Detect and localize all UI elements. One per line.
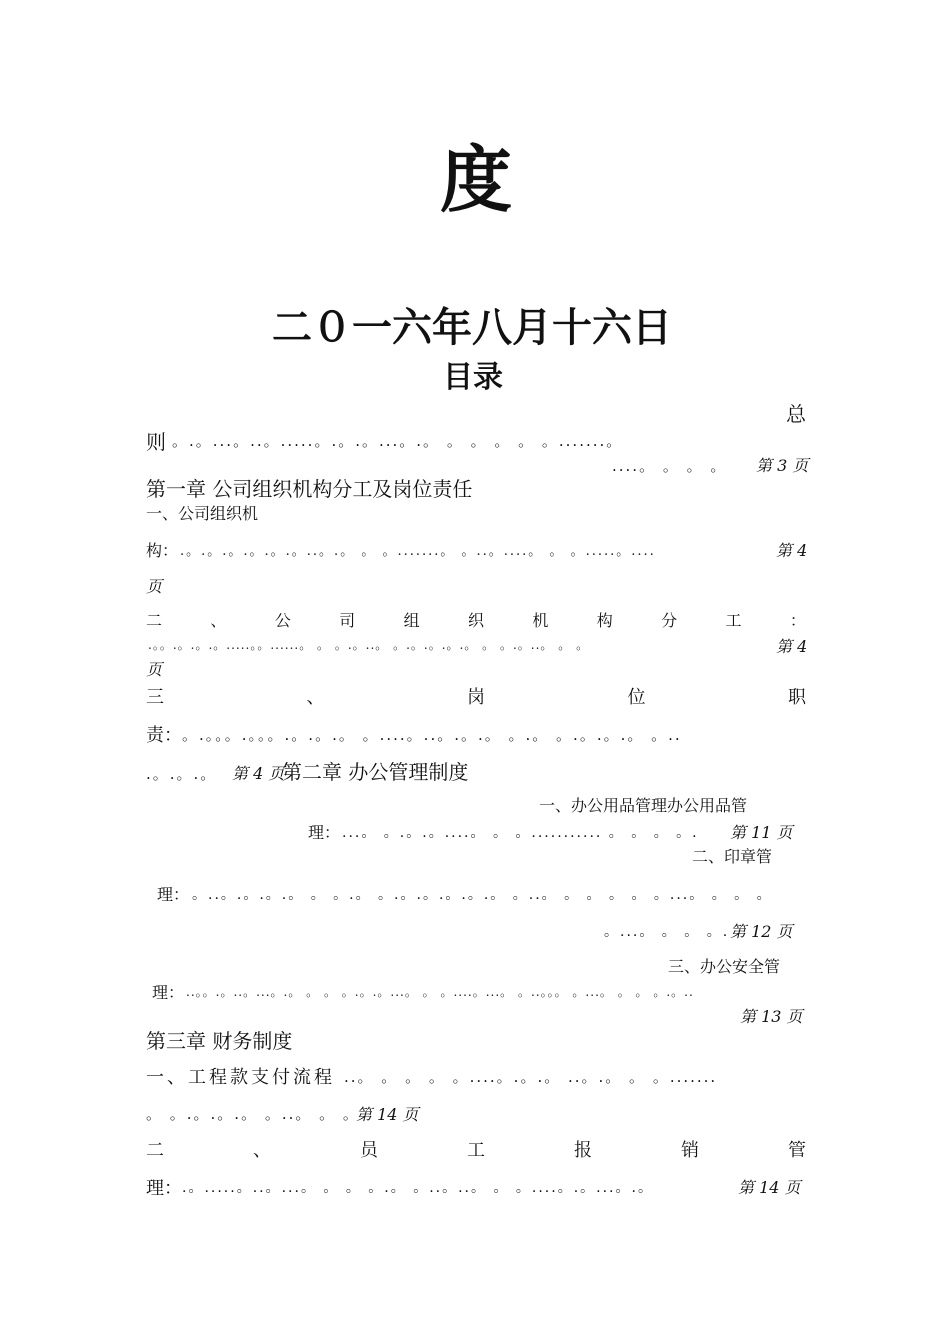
toc-ch1-s2-char: ： (789, 611, 806, 630)
toc-ch1-s3-leader: 。.。。。.。。。.。.。.。 。....。..。.。.。 。.。 。.。.。.。 。.. (182, 726, 682, 744)
toc-ch1-s2-char: 构 (596, 611, 613, 630)
toc-ch2-s2-label: 二、印章管 (692, 847, 773, 866)
toc-ch1-s2-page-tail: 页 (146, 660, 163, 679)
toc-ch2-s2-leader: 。..。.。.。.。 。 。.。 。.。.。.。.。.。 。..。 。 。 。 。 。...。 。 。 。 (192, 887, 773, 903)
toc-ch1-s3-leader-2: .。.。.。 (146, 765, 218, 783)
toc-ch3-s1-leader: ..。 。 。 。 。....。.。.。 ..。.。 。 。....... (344, 1068, 718, 1086)
toc-ch3-s1-page: 第 14 页 (356, 1105, 419, 1124)
toc-ch1-s2-char: 分 (661, 611, 678, 630)
toc-ch1-s3-char: 、 (306, 687, 325, 708)
toc-ch2-s1-label: 一、办公用品管理办公用品管 (539, 796, 748, 815)
toc-ch3-s2-char: 报 (574, 1140, 592, 1161)
toc-ch3-s2-char: 二 (146, 1140, 164, 1161)
toc-ch2-s2-leader-2: 。...。 。 。 。. (604, 924, 730, 940)
toc-ch1-s1-page-tail: 页 (146, 577, 163, 596)
toc-ch1-s2-char: 、 (210, 611, 227, 630)
toc-ch1-s2-char: 机 (532, 611, 549, 630)
toc-ch1-s2-char: 组 (403, 611, 420, 630)
toc-ch1-s3-char: 岗 (467, 687, 485, 708)
toc-general-leader-2: ....。 。 。 。 (612, 457, 728, 475)
toc-ch1-s1-label-tail: 构： (146, 541, 179, 560)
toc-general-label-part1: 总 (786, 402, 806, 426)
toc-ch1-s2-char: 工 (725, 611, 742, 630)
toc-ch3-s1-label: 一、工程款支付流程 (146, 1067, 335, 1088)
toc-ch2-s3-page: 第 13 页 (740, 1007, 803, 1026)
toc-heading: 目录 (443, 360, 503, 395)
toc-ch1-s2-leader: .。。.。.。.。.....。。......。 。 。.。..。 。.。.。.。.。 。 。.。..。 。 。 (148, 638, 590, 652)
toc-general-label-part2: 则 (146, 430, 166, 454)
toc-ch1-s2-label (146, 608, 806, 631)
toc-ch2-s3-label: 三、办公安全管 (668, 957, 781, 976)
toc-ch1-s2-page: 第 4 (776, 637, 808, 656)
toc-ch3-s2-char: 销 (681, 1140, 699, 1161)
toc-ch2-s1-page: 第 11 页 (730, 823, 793, 842)
toc-ch1-s3-page: 第 4 页 (232, 764, 285, 783)
toc-ch3-s2-leader: .。.....。..。...。 。 。 。.。 。..。..。 。 。....。.。...。.。 (182, 1180, 654, 1196)
toc-ch1-s2-char: 织 (467, 611, 484, 630)
toc-ch2-s3-leader: ..。。.。..。...。.。 。 。 。.。.。...。 。 。....。...。 。..。。。 。...。 。 。 。.。.. (186, 985, 694, 999)
toc-ch3-s1-leader-2: 。 。.。.。.。 。..。 。 。 (146, 1105, 360, 1123)
toc-ch2-s2-page: 第 12 页 (730, 922, 793, 941)
toc-ch1-title: 第一章 公司组织机构分工及岗位责任 (146, 477, 473, 501)
toc-ch1-s3-char: 位 (627, 687, 646, 708)
toc-general-leader: 。.。...。..。.....。.。.。...。.。 。 。 。 。 。.......。 (172, 432, 624, 450)
toc-ch1-s3-char: 职 (788, 687, 806, 708)
toc-ch1-s1-label: 一、公司组织机 (146, 504, 259, 523)
cover-date: 二０一六年八月十六日 (272, 304, 672, 351)
toc-ch1-s1-page: 第 4 (776, 541, 808, 560)
toc-ch2-s1-label-tail: 理： (308, 823, 341, 842)
toc-ch2-s2-label-tail: 理： (157, 885, 190, 904)
toc-ch3-s2-char: 管 (788, 1140, 806, 1161)
toc-ch1-s3-char: 三 (146, 687, 164, 708)
toc-ch2-s3-label-tail: 理： (152, 983, 185, 1002)
toc-ch1-s3-label-tail: 责： (146, 725, 182, 746)
toc-ch1-s2-char: 司 (339, 611, 356, 630)
cover-title-char: 度 (440, 137, 513, 222)
toc-ch1-s1-leader: .。.。.。.。.。.。..。.。 。 。.......。 。..。....。 。 。.....。.... (180, 544, 656, 559)
toc-ch3-s2-char: 工 (467, 1140, 485, 1161)
toc-general-page: 第 3 页 (756, 456, 809, 475)
toc-ch2-title: 第二章 办公管理制度 (282, 760, 469, 784)
toc-ch1-s3-label (146, 683, 806, 709)
toc-ch1-s2-char: 二 (146, 611, 163, 630)
toc-ch3-s2-char: 、 (253, 1140, 271, 1161)
toc-ch2-s1-leader: ...。 。.。.。....。 。 。........... 。 。 。 。. (342, 825, 699, 841)
toc-ch1-s2-char: 公 (274, 611, 291, 630)
toc-ch3-s2-label (146, 1136, 806, 1162)
toc-ch3-s2-page: 第 14 页 (738, 1178, 801, 1197)
toc-ch3-title: 第三章 财务制度 (146, 1029, 293, 1053)
toc-ch3-s2-label-tail: 理： (146, 1178, 182, 1199)
toc-ch3-s2-char: 员 (360, 1140, 378, 1161)
